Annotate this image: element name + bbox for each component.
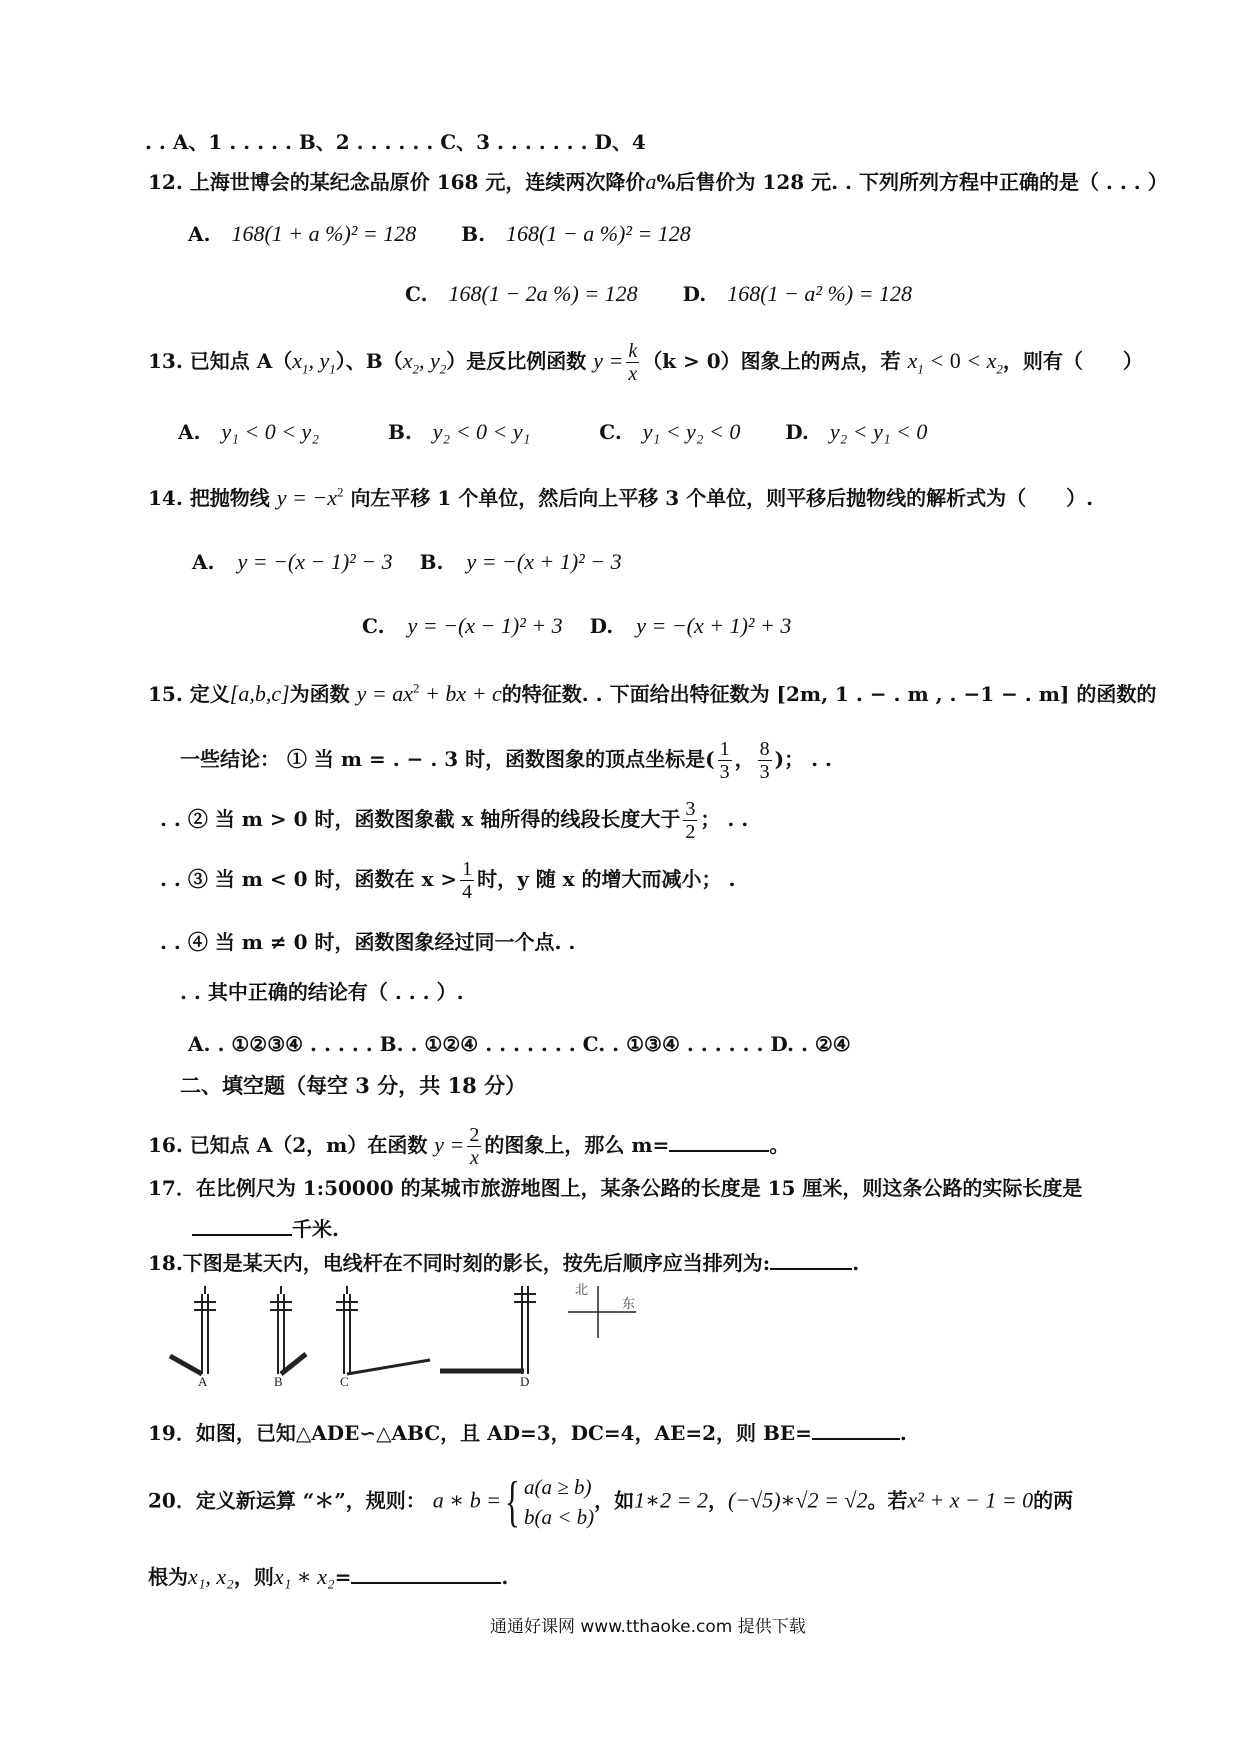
q20-l2b: ，则	[233, 1565, 274, 1589]
q15-f1-den: 3	[719, 761, 730, 783]
q16-stem: 16. 已知点 A（2，m）在函数 y = $\frac{2}{x}$ 的图象上，那么 m= 。	[148, 1124, 790, 1169]
q20-cases	[524, 1472, 594, 1532]
q15-f4-den: 4	[462, 881, 473, 903]
q16-stem3: 。	[769, 1133, 790, 1157]
q13-a-label: A.	[178, 420, 201, 444]
q20-example-1: 1∗2 = 2	[634, 1487, 708, 1513]
q13-stem: 13. 已知点 $A(x_1$, $y_1$）、$B(x_2$, $y_2$）是反比例函数 y = $\frac{k}{x}$ （k > 0）图象上的两点，若 $x_1 < 0 < x_2$，则有（ ）	[148, 340, 1143, 385]
shadow-c	[347, 1360, 430, 1374]
q14-stem2: 向左平移 1 个单位，然后向上平移 3 个单位，则平移后抛物线的解析式为（ ）.	[350, 486, 1094, 510]
q17-line-1: 17．在比例尺为 1:50000 的某城市旅游地图上，某条公路的长度是 15 厘米，则这条公路的实际长度是	[148, 1176, 1083, 1200]
q15-question: . . 其中正确的结论有（ . . . ）.	[180, 980, 464, 1004]
q20-stem4: 。若	[867, 1488, 908, 1513]
q12-a-label: A.	[188, 222, 211, 246]
q18-stem-text: 18.下图是某天内，电线杆在不同时刻的影长，按先后顺序应当排列为:	[148, 1251, 771, 1275]
q15-l1c: )； . .	[774, 747, 832, 771]
q15-l1b: ，	[734, 747, 755, 771]
q15-l1a: 一些结论： ① 当 m = . − . 3 时，函数图象的顶点坐标是(	[180, 747, 715, 771]
q13-d-label: D.	[785, 420, 809, 444]
label-c: C	[340, 1374, 349, 1386]
q14-a-label: A.	[192, 550, 215, 574]
q20-roots: x₁, x₂	[188, 1564, 234, 1589]
q12-stem	[148, 168, 1168, 196]
q13-fraction	[626, 340, 639, 385]
q18-answer-blank[interactable]	[770, 1248, 852, 1270]
q14-row2	[362, 612, 791, 640]
q15-frac-3	[683, 798, 697, 843]
q12-c-expr: 168(1 − 2a %) = 128	[448, 281, 638, 306]
compass-north-label: 北	[575, 1283, 589, 1298]
q12-b-expr: 168(1 − a %)² = 128	[506, 221, 691, 246]
page-footer: 通通好课网 www.tthaoke.com 提供下载	[490, 1617, 806, 1637]
q19-stem-text: 19．如图，已知△ADE∽△ABC，且 AD=3，DC=4，AE=2，则 BE=	[148, 1421, 812, 1445]
q13-c-expr: y₁ < y₂ < 0	[642, 419, 741, 444]
q17-line-2	[192, 1214, 339, 1243]
q15-conclusion-2	[160, 798, 748, 843]
q15-options: A. . ①②③④ . . . . . B. . ①②④ . . . . . . . C. . ①③④ . . . . . . D. . ②④	[188, 1032, 851, 1056]
q12-a-expr: 168(1 + a %)² = 128	[231, 221, 417, 246]
q12-d-label: D.	[682, 282, 707, 306]
q18-shadow-figure	[150, 1278, 670, 1386]
label-d: D	[520, 1374, 530, 1386]
q15-frac-1	[718, 738, 732, 783]
q17-l2: 千米.	[292, 1217, 339, 1241]
q14-a-expr: y = −(x − 1)² − 3	[237, 549, 393, 574]
q12-c-label: C.	[405, 282, 428, 306]
q13-b-label: B.	[387, 420, 412, 444]
q15-frac-2	[758, 738, 772, 783]
q20-brace: {	[505, 1471, 520, 1533]
q14-b-expr: y = −(x + 1)² − 3	[466, 549, 622, 574]
q14-c-label: C.	[362, 614, 385, 638]
q16-stem1: 16. 已知点 A（2，m）在函数	[148, 1133, 428, 1157]
q19-stem	[148, 1418, 907, 1447]
q15-conclusion-1	[180, 738, 832, 783]
q18-stem-end: .	[852, 1251, 860, 1275]
pole-d	[514, 1286, 536, 1374]
q20-stem3: ，	[707, 1488, 728, 1513]
q16-stem2: 的图象上，那么 m=	[484, 1133, 670, 1157]
q13-a-expr: y₁ < 0 < y₂	[221, 419, 319, 444]
q15-conclusion-4: . . ④ 当 m ≠ 0 时，函数图象经过同一个点. .	[160, 930, 576, 954]
q13-options	[178, 418, 927, 446]
q17-answer-blank[interactable]	[192, 1214, 292, 1236]
q15-stem1: 15. 定义	[148, 682, 230, 706]
q20-answer-blank[interactable]	[351, 1562, 501, 1584]
q15-l3a: . . ③ 当 m < 0 时，函数在 x >	[160, 867, 458, 891]
pole-c	[336, 1286, 358, 1374]
q15-stem: 15. 定义[a,b,c]为函数 $y = ax^2$ + bx + c的特征数. . 下面给出特征数为 [2m, 1 . − . m , . −1 − . m] 的函数的	[148, 680, 1157, 706]
q14-b-label: B.	[419, 550, 444, 574]
q20-l2a: 根为	[148, 1565, 188, 1589]
q16-frac-den: x	[469, 1147, 479, 1169]
q12-stem-text2: %后售价为 128 元. . 下列所列方程中正确的是（ . . . ）	[656, 170, 1168, 194]
q14-d-expr: y = −(x + 1)² + 3	[636, 613, 792, 638]
q12-row1	[188, 220, 691, 248]
q20-equation: x² + x − 1 = 0	[907, 1487, 1034, 1513]
q20-stem2: ，如	[594, 1488, 635, 1513]
q11-options: . . A、1 . . . . . B、2 . . . . . . C、3 . . . . . . . D、4	[145, 130, 646, 154]
q14-d-label: D.	[589, 614, 614, 638]
q12-d-expr: 168(1 − a² %) = 128	[727, 281, 912, 306]
q13-c-label: C.	[599, 420, 622, 444]
q13-d-expr: y₂ < y₁ < 0	[829, 419, 928, 444]
section-2-title: 二、填空题（每空 3 分，共 18 分）	[180, 1073, 527, 1098]
q14-c-expr: y = −(x − 1)² + 3	[407, 613, 563, 638]
q13-b-expr: y₂ < 0 < y₁	[432, 419, 531, 444]
q16-frac-num: 2	[469, 1124, 480, 1146]
q15-f3-den: 2	[685, 821, 696, 843]
q15-l2b: ； . .	[700, 807, 749, 831]
q13-stem5: ，则有（ ）	[1002, 349, 1143, 373]
compass-east-label: 东	[622, 1297, 636, 1312]
q19-stem-end: .	[899, 1421, 907, 1445]
q20-lhs: a ∗ b =	[432, 1487, 502, 1513]
q15-f1-num: 1	[719, 738, 730, 760]
q15-f3-num: 3	[685, 798, 696, 820]
q20-l2d: .	[501, 1565, 509, 1589]
q13-stem3: ）是反比例函数	[446, 349, 587, 373]
q12-row2	[405, 280, 912, 308]
q20-stem5: 的两	[1033, 1488, 1074, 1513]
q15-conclusion-3	[160, 858, 735, 903]
label-a: A	[198, 1374, 208, 1386]
q15-stem3: 的特征数. . 下面给出特征数为 [2m, 1 . − . m , . −1 − . m] 的函数的	[501, 682, 1157, 706]
q15-frac-4	[460, 858, 474, 903]
q13-stem2: ）、B（	[335, 349, 403, 373]
q12-b-label: B.	[461, 222, 486, 246]
q20-line-1	[148, 1472, 1073, 1532]
q13-frac-den: x	[628, 363, 638, 385]
q15-l3b: 时，y 随 x 的增大而减小； .	[477, 867, 736, 891]
q16-fraction	[467, 1124, 481, 1169]
q20-stem1: 20．定义新运算 “＊”，规则：	[148, 1488, 426, 1513]
q15-f2-num: 8	[759, 738, 770, 760]
q15-f2-den: 3	[759, 761, 770, 783]
q13-stem1: 13. 已知点 A（	[148, 349, 293, 373]
label-b: B	[274, 1374, 283, 1386]
q14-stem1: 14. 把抛物线	[148, 486, 270, 510]
q16-answer-blank[interactable]	[669, 1130, 769, 1152]
pole-b	[270, 1286, 292, 1374]
q15-f4-num: 1	[462, 858, 473, 880]
q20-case-2: b(a < b)	[523, 1505, 595, 1529]
q15-l2a: . . ② 当 m > 0 时，函数图象截 x 轴所得的线段长度大于	[160, 807, 681, 831]
q20-expr: x₁ ∗ x₂	[273, 1564, 335, 1589]
pole-a	[194, 1286, 216, 1374]
q20-line-2	[148, 1562, 508, 1591]
shadow-a	[170, 1356, 202, 1374]
q12-var: a	[645, 169, 657, 194]
q14-row1	[192, 548, 622, 576]
q20-case-1: a(a ≥ b)	[523, 1475, 592, 1499]
q12-stem-text: 12. 上海世博会的某纪念品原价 168 元，连续两次降价	[148, 170, 646, 194]
q18-stem	[148, 1248, 859, 1277]
q20-example-2: (−√5)∗√2 = √2	[727, 1487, 868, 1513]
q15-stem2: 为函数	[289, 682, 350, 706]
q13-stem4: （k > 0）图象上的两点，若	[642, 349, 901, 373]
q13-frac-num: k	[628, 340, 638, 362]
q20-l2c: =	[334, 1565, 352, 1589]
q19-answer-blank[interactable]	[812, 1418, 900, 1440]
q14-stem: 14. 把抛物线 $y = -x^2$ 向左平移 1 个单位，然后向上平移 3 个单位，则平移后抛物线的解析式为（ ）.	[148, 484, 1094, 510]
